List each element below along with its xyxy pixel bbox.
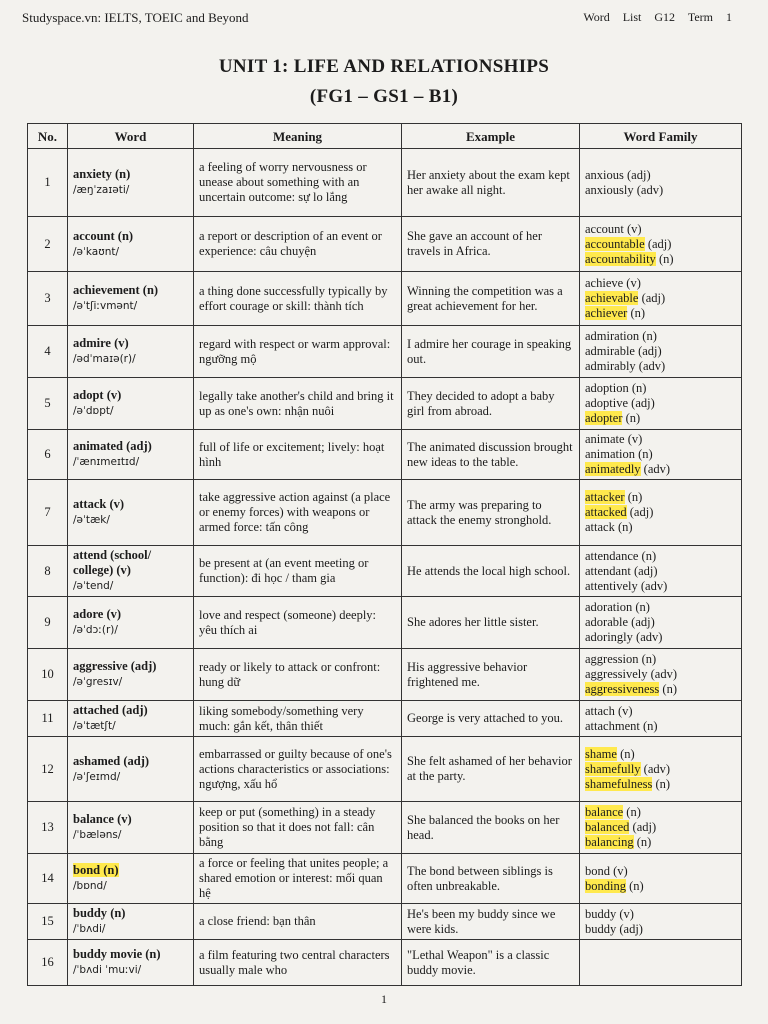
word-cell xyxy=(68,149,194,217)
word-family-text: attack (n) xyxy=(585,520,633,534)
headword: animated xyxy=(73,439,123,453)
word-family-item xyxy=(585,922,736,937)
word-family-text: (n) xyxy=(659,682,677,696)
pronunciation: /əˈtæk/ xyxy=(73,514,110,526)
word-family-item xyxy=(585,237,736,252)
headword: buddy xyxy=(73,906,108,920)
example-cell: She balanced the books on her head. xyxy=(402,802,580,854)
word-family-text: (adj) xyxy=(626,505,654,519)
meaning-cell: legally take another's child and bring it up as one's own: nhận nuôi xyxy=(194,378,402,430)
part-of-speech: (adj) xyxy=(123,439,152,453)
word-family-cell xyxy=(580,854,742,904)
word-cell xyxy=(68,701,194,737)
word-family-text: buddy (adj) xyxy=(585,921,643,936)
meaning-cell: a thing done successfully typically by effort courage or skill: thành tích xyxy=(194,272,402,326)
word-family-text: adoptive (adj) xyxy=(585,396,655,410)
meaning-cell: take aggressive action against (a place or enemy forces) with weapons or armed force: tấn công xyxy=(194,480,402,546)
word-family-item xyxy=(585,549,736,564)
word-family-item xyxy=(585,447,736,462)
word-family-text: adoringly (adv) xyxy=(585,630,663,644)
word-family-cell xyxy=(580,649,742,701)
pronunciation: /əˈʃeɪmd/ xyxy=(73,770,121,783)
word-family-item xyxy=(585,381,736,396)
meaning-cell: a report or description of an event or experience: câu chuyện xyxy=(194,217,402,272)
row-number: 11 xyxy=(28,701,68,737)
word-cell xyxy=(68,737,194,802)
word-cell xyxy=(68,802,194,854)
headword: buddy movie xyxy=(73,947,143,961)
example-cell: The army was preparing to attack the enemy stronghold. xyxy=(402,480,580,546)
row-number: 2 xyxy=(28,217,68,272)
table-row xyxy=(28,272,742,326)
highlighted-word: attacked xyxy=(585,505,627,519)
word-family-item xyxy=(585,864,736,879)
word-family-text: adorable (adj) xyxy=(585,615,655,629)
word-family-text: (adj) xyxy=(629,820,657,834)
pronunciation: /ˈænɪmeɪtɪd/ xyxy=(73,456,140,468)
meaning-cell: a close friend: bạn thân xyxy=(194,904,402,940)
highlighted-word: achievable xyxy=(585,291,639,305)
headword: admire xyxy=(73,336,111,350)
word-family-item xyxy=(585,359,736,374)
highlighted-word: shamefully xyxy=(585,761,641,776)
column-header-word: Word xyxy=(68,124,194,149)
word-family-cell xyxy=(580,904,742,940)
highlighted-word: balanced xyxy=(585,820,630,834)
word-family-text: admiration (n) xyxy=(585,329,657,343)
headword: anxiety xyxy=(73,167,112,181)
word-family-text: (n) xyxy=(652,776,671,791)
headword: achievement xyxy=(73,283,140,297)
word-family-item xyxy=(585,291,736,306)
row-number: 14 xyxy=(28,854,68,904)
meaning-cell: embarrassed or guilty because of one's actions characteristics or associations: ngượng, xấu hổ xyxy=(194,737,402,802)
word-family-item xyxy=(585,762,736,777)
headword: aggressive xyxy=(73,659,128,673)
headword: ashamed xyxy=(73,753,121,768)
word-family-item xyxy=(585,747,736,762)
row-number: 5 xyxy=(28,378,68,430)
table-row xyxy=(28,940,742,986)
pronunciation: /ˈbʌdi/ xyxy=(73,923,106,935)
word-family-cell xyxy=(580,430,742,480)
pronunciation: /ˈbæləns/ xyxy=(73,829,122,841)
word-family-item xyxy=(585,520,736,535)
row-number: 6 xyxy=(28,430,68,480)
word-family-cell xyxy=(580,701,742,737)
word-cell xyxy=(68,480,194,546)
word-family-cell xyxy=(580,149,742,217)
word-family-cell xyxy=(580,480,742,546)
word-cell xyxy=(68,326,194,378)
headword: attached xyxy=(73,703,119,717)
column-header-no: No. xyxy=(28,124,68,149)
word-family-cell xyxy=(580,326,742,378)
word-family-item xyxy=(585,222,736,237)
headword: adore xyxy=(73,607,104,621)
part-of-speech: (v) xyxy=(113,812,132,826)
word-family-text: attendance (n) xyxy=(585,548,657,563)
meaning-cell: liking somebody/something very much: gắn kết, thân thiết xyxy=(194,701,402,737)
pronunciation: /ədˈmaɪə(r)/ xyxy=(73,353,136,365)
row-number: 3 xyxy=(28,272,68,326)
word-family-cell xyxy=(580,802,742,854)
word-cell xyxy=(68,597,194,649)
word-family-text: (n) xyxy=(655,251,674,266)
example-cell: The bond between siblings is often unbreakable. xyxy=(402,854,580,904)
meaning-cell: keep or put (something) in a steady position so that it does not fall: cân bằng xyxy=(194,802,402,854)
word-family-text: attach (v) xyxy=(585,703,633,718)
highlighted-word: balancing xyxy=(585,835,634,849)
word-family-text: achieve (v) xyxy=(585,276,641,290)
highlighted-word: adopter xyxy=(585,411,623,425)
example-cell: She felt ashamed of her behavior at the party. xyxy=(402,737,580,802)
word-family-item xyxy=(585,719,736,734)
word-family-cell xyxy=(580,378,742,430)
highlighted-word: bonding xyxy=(585,878,626,893)
word-family-item xyxy=(585,600,736,615)
pronunciation: /ˈbʌdi ˈmuːvi/ xyxy=(73,964,142,976)
example-cell: She gave an account of her travels in Africa. xyxy=(402,217,580,272)
example-cell: I admire her courage in speaking out. xyxy=(402,326,580,378)
table-row xyxy=(28,701,742,737)
word-family-item xyxy=(585,252,736,267)
headword: attack xyxy=(73,497,107,511)
word-family-text: attachment (n) xyxy=(585,718,658,733)
word-family-text: (n) xyxy=(623,805,641,819)
highlighted-word: accountability xyxy=(585,251,656,266)
word-family-cell xyxy=(580,217,742,272)
word-cell xyxy=(68,217,194,272)
word-cell xyxy=(68,904,194,940)
word-family-item xyxy=(585,432,736,447)
table-row xyxy=(28,378,742,430)
row-number: 10 xyxy=(28,649,68,701)
word-family-cell xyxy=(580,737,742,802)
word-family-item xyxy=(585,276,736,291)
table-row xyxy=(28,430,742,480)
highlighted-word: aggressiveness xyxy=(585,682,660,696)
table-row xyxy=(28,802,742,854)
word-cell xyxy=(68,649,194,701)
word-family-text: aggression (n) xyxy=(585,652,657,666)
word-family-text: (n) xyxy=(627,306,646,320)
word-family-text: admirably (adv) xyxy=(585,359,666,373)
part-of-speech: (n) xyxy=(142,947,161,961)
row-number: 7 xyxy=(28,480,68,546)
example-cell: She adores her little sister. xyxy=(402,597,580,649)
part-of-speech: (n) xyxy=(114,228,134,243)
meaning-cell: a film featuring two central characters usually male who xyxy=(194,940,402,986)
word-family-item xyxy=(585,777,736,792)
example-cell: George is very attached to you. xyxy=(402,701,580,737)
meaning-cell: regard with respect or warm approval: ngưỡng mộ xyxy=(194,326,402,378)
part-of-speech: (school/ college) (v) xyxy=(73,548,152,577)
highlighted-word: accountable xyxy=(585,236,645,251)
table-row xyxy=(28,737,742,802)
word-family-text: (adj) xyxy=(644,236,672,251)
word-family-text: animate (v) xyxy=(585,432,643,446)
row-number: 12 xyxy=(28,737,68,802)
word-family-item xyxy=(585,652,736,667)
headword: balance xyxy=(73,812,114,826)
example-cell: The animated discussion brought new ideas to the table. xyxy=(402,430,580,480)
pronunciation: /əˈdɒpt/ xyxy=(73,405,114,417)
word-family-item xyxy=(585,329,736,344)
word-family-item xyxy=(585,490,736,505)
meaning-cell: a force or feeling that unites people; a shared emotion or interest: mối quan hệ xyxy=(194,854,402,904)
row-number: 13 xyxy=(28,802,68,854)
word-cell xyxy=(68,546,194,597)
highlighted-word: shamefulness xyxy=(585,776,653,791)
meaning-cell: be present at (an event meeting or function): đi học / tham gia xyxy=(194,546,402,597)
word-family-item xyxy=(585,879,736,894)
word-family-item xyxy=(585,805,736,820)
word-family-cell xyxy=(580,597,742,649)
pronunciation: /əˈtætʃt/ xyxy=(73,720,116,732)
word-family-text: (n) xyxy=(616,746,635,761)
part-of-speech: (n) xyxy=(139,283,159,297)
table-row xyxy=(28,904,742,940)
part-of-speech: (v) xyxy=(106,497,125,511)
word-family-text: (adv) xyxy=(640,462,671,476)
pronunciation: /əˈtʃiːvmənt/ xyxy=(73,300,138,312)
pronunciation: /əˈdɔː(r)/ xyxy=(73,624,118,636)
word-family-item xyxy=(585,564,736,579)
word-family-text: attentively (adv) xyxy=(585,578,668,593)
word-family-item xyxy=(585,396,736,411)
word-list-table xyxy=(27,123,742,986)
highlighted-word: shame xyxy=(585,746,617,761)
word-family-item xyxy=(585,820,736,835)
meaning-cell: love and respect (someone) deeply: yêu thích ai xyxy=(194,597,402,649)
table-row xyxy=(28,480,742,546)
word-family-text: anxiously (adv) xyxy=(585,182,664,197)
word-family-text: adoration (n) xyxy=(585,600,650,614)
headword: adopt xyxy=(73,388,104,402)
word-family-text: aggressively (adv) xyxy=(585,667,677,681)
example-cell: They decided to adopt a baby girl from abroad. xyxy=(402,378,580,430)
column-header-word-family: Word Family xyxy=(580,124,742,149)
word-cell xyxy=(68,378,194,430)
word-family-text: (n) xyxy=(633,835,652,849)
highlighted-word: balance xyxy=(585,805,624,819)
part-of-speech: (v) xyxy=(103,607,122,621)
meaning-cell: a feeling of worry nervousness or unease about something with an uncertain outcome: sự lo lắng xyxy=(194,149,402,217)
pronunciation: /əˈtend/ xyxy=(73,580,114,592)
pronunciation: /əˈgresɪv/ xyxy=(73,676,123,688)
word-family-item xyxy=(585,344,736,359)
pronunciation: /əˈkaʊnt/ xyxy=(73,245,120,258)
word-family-item xyxy=(585,630,736,645)
word-family-item xyxy=(585,682,736,697)
table-header-row xyxy=(28,124,742,149)
part-of-speech: (v) xyxy=(110,336,129,350)
word-family-item xyxy=(585,704,736,719)
word-family-item xyxy=(585,306,736,321)
headword: account xyxy=(73,228,115,243)
header-site: Studyspace.vn: IELTS, TOEIC and Beyond xyxy=(22,10,249,25)
highlighted-word: achiever xyxy=(585,306,628,320)
table-row xyxy=(28,546,742,597)
example-cell: Winning the competition was a great achievement for her. xyxy=(402,272,580,326)
word-family-text: attendant (adj) xyxy=(585,563,658,578)
example-cell: "Lethal Weapon" is a classic buddy movie. xyxy=(402,940,580,986)
word-cell xyxy=(68,430,194,480)
part-of-speech: (v) xyxy=(103,388,122,402)
word-family-item xyxy=(585,462,736,477)
word-family-text: (n) xyxy=(625,878,644,893)
example-cell: Her anxiety about the exam kept her awake all night. xyxy=(402,149,580,217)
highlighted-word: attacker xyxy=(585,490,625,504)
pronunciation: /æŋˈzaɪəti/ xyxy=(73,184,130,196)
row-number: 4 xyxy=(28,326,68,378)
table-row xyxy=(28,149,742,217)
word-family-text: bond (v) xyxy=(585,863,628,878)
row-number: 8 xyxy=(28,546,68,597)
meaning-cell: ready or likely to attack or confront: hung dữ xyxy=(194,649,402,701)
table-row xyxy=(28,854,742,904)
word-family-item xyxy=(585,411,736,426)
table-row xyxy=(28,217,742,272)
part-of-speech: (adj) xyxy=(120,753,150,768)
word-family-text: (n) xyxy=(622,411,641,425)
word-family-item xyxy=(585,579,736,594)
row-number: 1 xyxy=(28,149,68,217)
part-of-speech: (adj) xyxy=(127,659,157,673)
word-family-text: admirable (adj) xyxy=(585,344,662,358)
page-number: 1 xyxy=(381,992,387,1006)
word-family-text: account (v) xyxy=(585,221,642,236)
word-family-cell xyxy=(580,940,742,986)
word-family-text: (n) xyxy=(624,490,643,504)
row-number: 15 xyxy=(28,904,68,940)
word-family-item xyxy=(585,505,736,520)
highlighted-word: animatedly xyxy=(585,462,641,476)
example-cell: He's been my buddy since we were kids. xyxy=(402,904,580,940)
word-family-item xyxy=(585,907,736,922)
word-family-item xyxy=(585,835,736,850)
headword: attend xyxy=(73,548,108,562)
meaning-cell: full of life or excitement; lively: hoạt hình xyxy=(194,430,402,480)
word-family-item xyxy=(585,183,736,198)
row-number: 9 xyxy=(28,597,68,649)
word-family-item xyxy=(585,667,736,682)
word-family-text: (adj) xyxy=(638,291,666,305)
word-cell xyxy=(68,272,194,326)
part-of-speech: (n) xyxy=(107,906,126,920)
word-cell xyxy=(68,940,194,986)
part-of-speech: (n) xyxy=(111,167,131,181)
pronunciation: /bɒnd/ xyxy=(73,880,107,892)
part-of-speech: (adj) xyxy=(118,703,148,717)
table-row xyxy=(28,326,742,378)
word-family-item xyxy=(585,168,736,183)
row-number: 16 xyxy=(28,940,68,986)
column-header-meaning: Meaning xyxy=(194,124,402,149)
word-family-text: animation (n) xyxy=(585,447,653,461)
page-title: UNIT 1: LIFE AND RELATIONSHIPS xyxy=(218,56,550,77)
word-family-text: anxious (adj) xyxy=(585,167,651,182)
table-row xyxy=(28,649,742,701)
word-family-text: (adv) xyxy=(640,761,671,776)
headword: bond (n) xyxy=(73,863,119,877)
word-cell xyxy=(68,854,194,904)
example-cell: He attends the local high school. xyxy=(402,546,580,597)
word-family-text: adoption (n) xyxy=(585,381,647,395)
word-family-item xyxy=(585,615,736,630)
header-doc-info: Word List G12 Term 1 xyxy=(583,10,732,24)
page-subtitle: (FG1 – GS1 – B1) xyxy=(309,86,459,107)
table-row xyxy=(28,597,742,649)
column-header-example: Example xyxy=(402,124,580,149)
example-cell: His aggressive behavior frightened me. xyxy=(402,649,580,701)
word-family-cell xyxy=(580,272,742,326)
word-family-cell xyxy=(580,546,742,597)
word-family-text: buddy (v) xyxy=(585,906,634,921)
